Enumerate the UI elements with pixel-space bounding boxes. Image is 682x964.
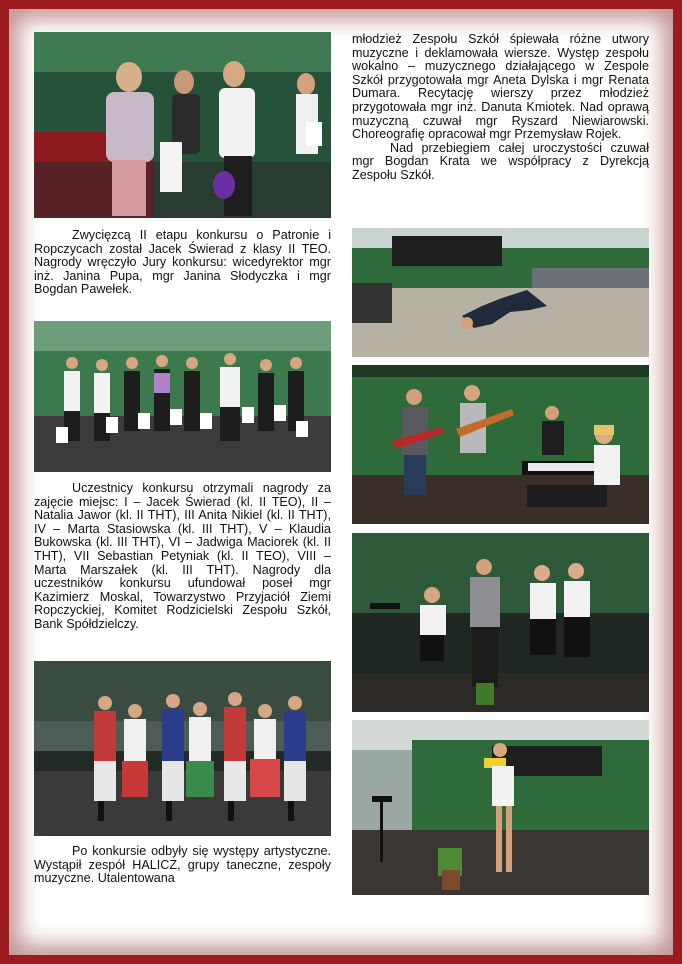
paragraph-participants [34, 482, 331, 632]
paragraph-continuation-block [352, 33, 649, 183]
paragraph-winner [34, 229, 331, 297]
paragraph-supervision: Nad przebiegiem całej uroczystości czuwał mgr Bogdan Krata we współpracy z Dyrekcją Zespołu Szkół. [352, 140, 649, 182]
photo-breakdance [352, 228, 649, 357]
photo-award-ceremony [34, 32, 331, 218]
photo-band [352, 365, 649, 524]
paragraph-performances-text: Po konkursie odbyły się występy artystyczne. Wystąpił zespół HALICZ, grupy taneczne, zespoły muzyczne. Utalentowana [34, 844, 331, 886]
paragraph-participants-text: Uczestnicy konkursu otrzymali nagrody za zajęcie miejsc: I – Jacek Świerad (kl. II TEO), II – Natalia Jawor (kl. II THT), III Anita Nikiel (kl. II THT), IV – Marta Stasiowska (kl. III THT), V – Klaudia Bukowska (kl. III THT), VI – Jadwiga Maciorek (kl. II THT), VII Sebastian Petyniak (kl. II TEO), VIII – Marta Marszałek (kl. III THT). Nagrody dla uczestników konkursu ufundował poseł mgr Kazimierz Moskal, Towarzystwo Przyjaciół Ziemi Ropczyckiej, Komitet Rodzicielski Zespołu Szkół, Bank Spółdzielczy. [34, 481, 331, 631]
photo-recitation [352, 720, 649, 895]
photo-vocal-group [352, 533, 649, 712]
photo-participants [34, 321, 331, 472]
photo-folk-dance [34, 661, 331, 836]
paragraph-performances [34, 845, 331, 886]
paragraph-continuation: młodzież Zespołu Szkół śpiewała różne utwory muzyczne i deklamowała wiersze. Występ zespołu wokalno – muzycznego działającego w Zespole Szkół przygotowała mgr Aneta Dylska i mgr Renata Dumara. Recytację wierszy przez młodzież przygotowała mgr inż. Danuta Kmiotek. Nad oprawą muzyczną czuwał mgr Ryszard Niewiarowski. Choreografię opracował mgr Przemysław Rojek. [352, 32, 649, 142]
paragraph-winner-text: Zwycięzcą II etapu konkursu o Patronie i Ropczycach został Jacek Świerad z klasy II TEO. Nagrody wręczyło Jury konkursu: wicedyrektor mgr inż. Janina Pupa, mgr Janina Słodyczka i mgr Bogdan Pawełek. [34, 228, 331, 297]
